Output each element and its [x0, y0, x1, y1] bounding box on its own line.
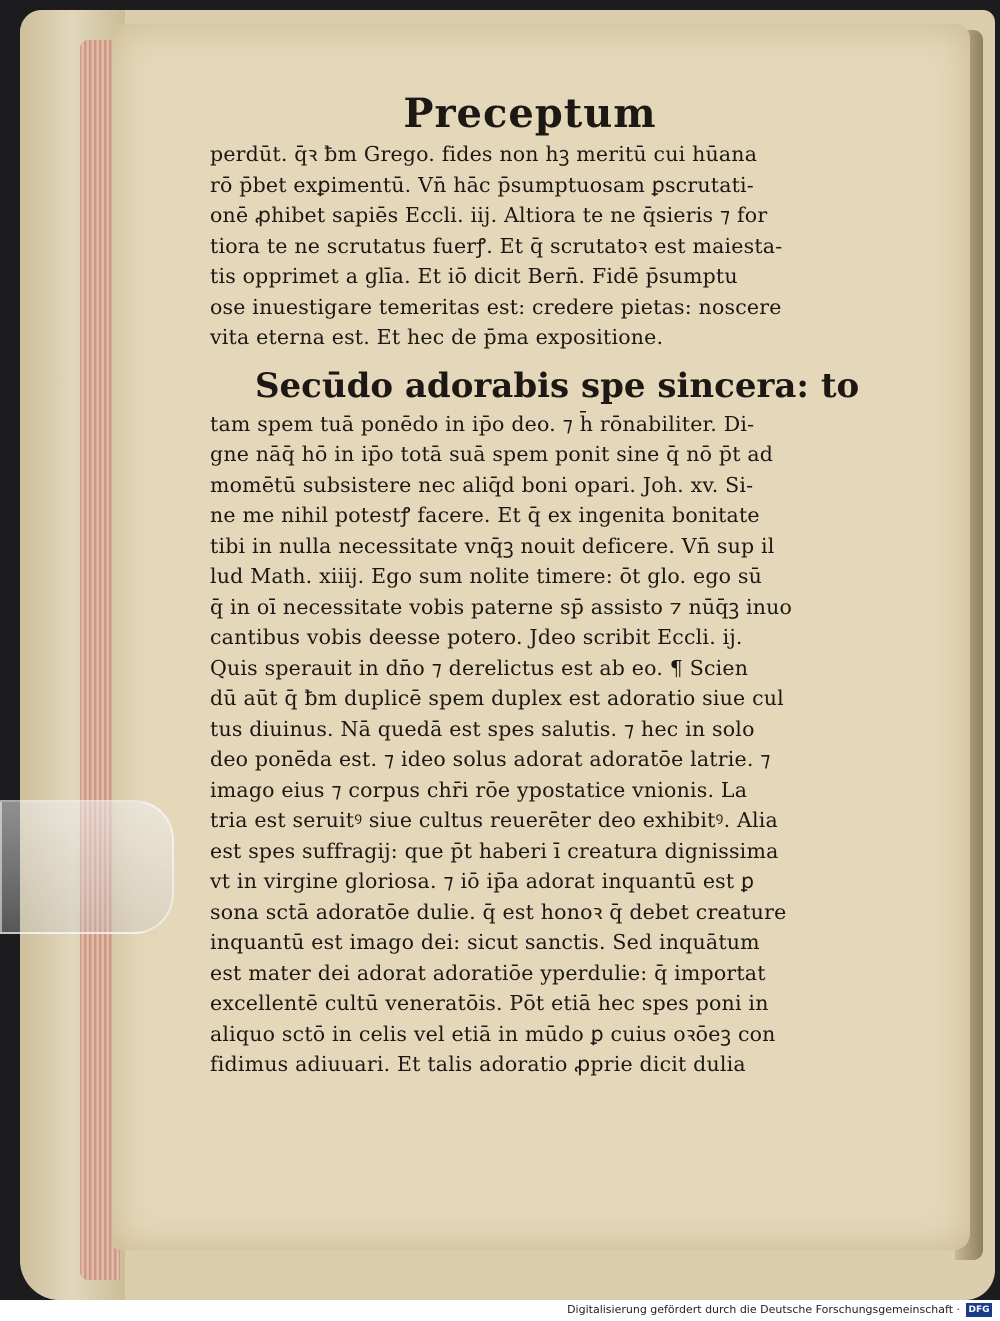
dfg-logo: DFG [966, 1303, 992, 1317]
text-line: fidimus adiuuari. Et talis adoratio ꝓprie dicit dulia [210, 1052, 746, 1076]
text-line: onē ꝓhibet sapiēs Eccli. iij. Altiora te ne q̄sieris ⁊ for [210, 203, 768, 227]
text-line: tam spem tuā ponēdo in ip̄o deo. ⁊ h̄ rōnabiliter. Di- [210, 411, 755, 436]
text-line: momētū subsistere nec aliq̄d boni opari. Joh. xv. Si- [210, 472, 754, 497]
text-line: rō p̄bet exꝑimentū. Vn̄ hāc p̄sumptuosam ꝑscrutati- [210, 172, 754, 197]
text-line: tibi in nulla necessitate vnq̄ꝫ nouit deficere. Vn̄ sup il [210, 533, 775, 558]
text-lines-bottom [170, 409, 870, 1080]
text-line: lud Math. xiiij. Ego sum nolite timere: ōt glo. ego sū [210, 564, 763, 588]
text-line: tus diuinus. Nā quedā est spes salutis. ⁊ hec in solo [210, 716, 755, 741]
footer-bar [0, 1300, 1000, 1321]
text-line: Quis sperauit in dn̄o ⁊ derelictus est ab eo. ¶ Scien [210, 655, 749, 680]
text-line: est mater dei adorat adoratiōe yperdulie: q̄ importat [210, 960, 766, 985]
text-line: ose inuestigare temeritas est: credere pietas: noscere [210, 294, 782, 319]
text-line: q̄ in oī necessitate vobis paterne sp̄ assisto ⁊ nūq̄ꝫ inuo [210, 594, 793, 619]
text-line: gne nāq̄ hō in ip̄o totā suā spem ponit sine q̄ nō p̄t ad [210, 442, 774, 466]
text-line: perdūt. q̄ꝛ ƀm Grego. fides non hꝫ meritū cui hūana [210, 142, 758, 166]
text-line: est spes suffragij: que p̄t haberi ī creatura dignissima [210, 838, 779, 863]
text-line: aliquo sctō in celis vel etiā in mūdo ꝑ cuius oꝛōeꝫ con [210, 1021, 776, 1046]
text-line: inquantū est imago dei: sicut sanctis. Sed inquātum [210, 930, 760, 954]
text-lines-top [170, 139, 870, 353]
text-line: excellentē cultū veneratōis. Pōt etiā hec spes poni in [210, 991, 769, 1015]
running-heading: Preceptum [403, 90, 657, 137]
text-line: tis opprimet a glīa. Et iō dicit Bern̄. Fidē p̄sumptu [210, 264, 738, 288]
text-line: vt in virgine gloriosa. ⁊ iō ip̄a adorat inquantū est ꝑ [210, 869, 755, 893]
text-line: ne me nihil potestꝭ facere. Et q̄ ex ingenita bonitate [210, 503, 760, 527]
text-line: tiora te ne scrutatus fuerꝭ. Et q̄ scrutatoꝛ est maiesta- [210, 233, 783, 258]
text-line: cantibus vobis deesse potero. Jdeo scribit Eccli. ij. [210, 625, 743, 649]
funding-credit: Digitalisierung gefördert durch die Deutsche Forschungsgemeinschaft · [567, 1303, 960, 1316]
page-holder-strap [0, 800, 174, 934]
text-line: deo ponēda est. ⁊ ideo solus adorat adoratōe latrie. ⁊ [210, 747, 771, 771]
section-opening-line: Secūdo adorabis spe sincera: to [255, 365, 860, 406]
text-line: dū aūt q̄ ƀm duplicē spem duplex est adoratio siue cul [210, 686, 784, 710]
text-line: imago eius ⁊ corpus chr̄i rōe ypostatice vnionis. La [210, 777, 748, 802]
page-text [170, 90, 870, 1080]
text-line: vita eterna est. Et hec de p̄ma expositione. [210, 325, 664, 349]
text-line: sona sctā adoratōe dulie. q̄ est honoꝛ q̄ debet creature [210, 899, 787, 924]
text-line: tria est seruitꝰ siue cultus reuerēter deo exhibitꝰ. Alia [210, 808, 778, 832]
